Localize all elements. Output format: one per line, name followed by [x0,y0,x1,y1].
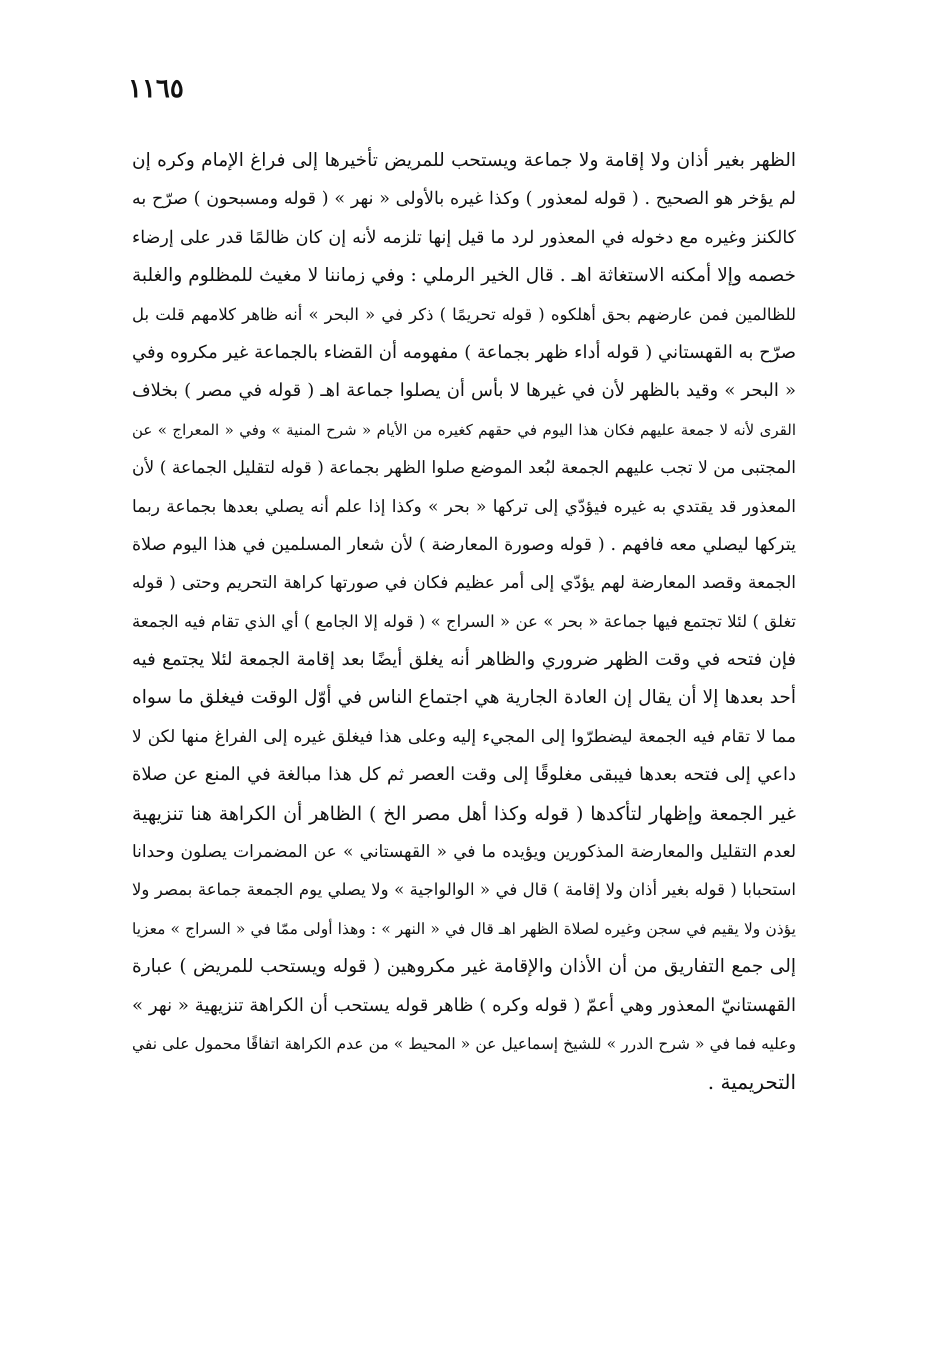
text-line: كالكنز وغيره مع دخوله في المعذور لرد ما قيل إنها تلزمه لأنه إن كان ظالمًا قدر على إرضاء [132,227,796,248]
text-line: المعذور قد يقتدي به غيره فيؤدّي إلى تركها « بحر » وكذا إذا علم أنه يصلي بعدها بجماعة ربما [132,496,796,517]
text-line: تغلق ) لئلا تجتمع فيها جماعة « بحر » عن « السراج » ( قوله إلا الجامع ) أي الذي تقام فيه الجمعة [132,611,796,631]
text-line: مما لا تقام فيه الجمعة ليضطرّوا إلى المجيء إليه وعلى هذا فيغلق غيره إلى الفراغ منها لكن لا [132,726,796,747]
text-line: أحد بعدها إلا أن يقال إن العادة الجارية هي اجتماع الناس في أوّل الوقت فيغلق ما سواه [132,687,796,709]
text-line: المجتبى من لا تجب عليهم الجمعة لبُعد الموضع صلوا الظهر بجماعة ( قوله لتقليل الجماعة ) لأن [132,458,796,479]
text-line: يؤذن ولا يقيم في سجن وغيره لصلاة الظهر اهـ قال في « النهر » : وهذا أولى ممّا في « السراج » معزيا [132,919,796,938]
commentary-text [132,142,796,1102]
text-line: لعدم التقليل والمعارضة المذكورين ويؤيده ما في « القهستاني » عن المضمرات يصلون وحدانا [132,842,796,863]
text-line: فإن فتحه في وقت الظهر ضروري والظاهر أنه يغلق أيضًا بعد إقامة الجمعة لئلا يجتمع فيه [132,649,796,671]
text-line: وعليه فما في « شرح الدرر » للشيخ إسماعيل عن « المحيط » من عدم الكراهة اتفاقًا محمول على نفي [132,1034,796,1053]
text-line: للظالمين فمن عارضهم بحق أهلكوه ( قوله تحريمًا ) ذكر في « البحر » أنه ظاهر كلامهم قلت بل [132,304,796,324]
page-number: ١١٦٥ [128,74,184,104]
text-line: القرى لأنه لا جمعة عليهم فكان هذا اليوم في حقهم كغيره من الأيام « شرح المنية » وفي « المعراج » عن [132,420,796,439]
text-line: استحبابا ( قوله بغير أذان ولا إقامة ) قال في « الوالواجية » ولا يصلي يوم الجمعة جماعة بمصر ولا [132,880,796,900]
text-line: « البحر » وقيد بالظهر لأن في غيرها لا بأس أن يصلوا جماعة اهـ ( قوله في مصر ) بخلاف [132,380,796,402]
text-line: الظهر بغير أذان ولا إقامة ولا جماعة ويستحب للمريض تأخيرها إلى فراغ الإمام وكره إن [132,150,796,171]
text-line: صرّح به القهستاني ( قوله أداء ظهر بجماعة ) مفهومه أن القضاء بالجماعة غير مكروه وفي [132,341,796,363]
text-line-last: التحريمية . [707,1070,796,1095]
text-line: القهستانيّ المعذور وهي أعمّ ( قوله وكره ) ظاهر قوله يستحب أن الكراهة تنزيهية « نهر » [132,994,796,1016]
text-line: الجمعة وقصد المعارضة لهم يؤدّي إلى أمر عظيم فكان في صورتها كراهة التحريم وحتى ( قوله [132,573,796,594]
text-line: لم يؤخر هو الصحيح . ( قوله لمعذور ) وكذا غيره بالأولى « نهر » ( قوله ومسبحون ) صرّح به [132,189,796,210]
text-line: داعي إلى فتحه بعدها فيبقى مغلوقًا إلى وقت العصر ثم كل هذا مبالغة في المنع عن صلاة [132,764,796,786]
text-line: يتركها ليصلي معه فافهم . ( قوله وصورة المعارضة ) لأن شعار المسلمين في هذا اليوم صلاة [132,534,796,555]
text-line: خصمه وإلا أمكنه الاستغاثة اهـ . قال الخير الرملي : وفي زماننا لا مغيث للمظلوم والغلبة [132,265,796,287]
text-line: إلى جمع التفاريق من أن الأذان والإقامة غير مكروهين ( قوله ويستحب للمريض ) عبارة [132,956,796,978]
text-line: غير الجمعة وإظهار لتأكدها ( قوله وكذا أهل مصر الخ ) الظاهر أن الكراهة هنا تنزيهية [132,802,796,825]
